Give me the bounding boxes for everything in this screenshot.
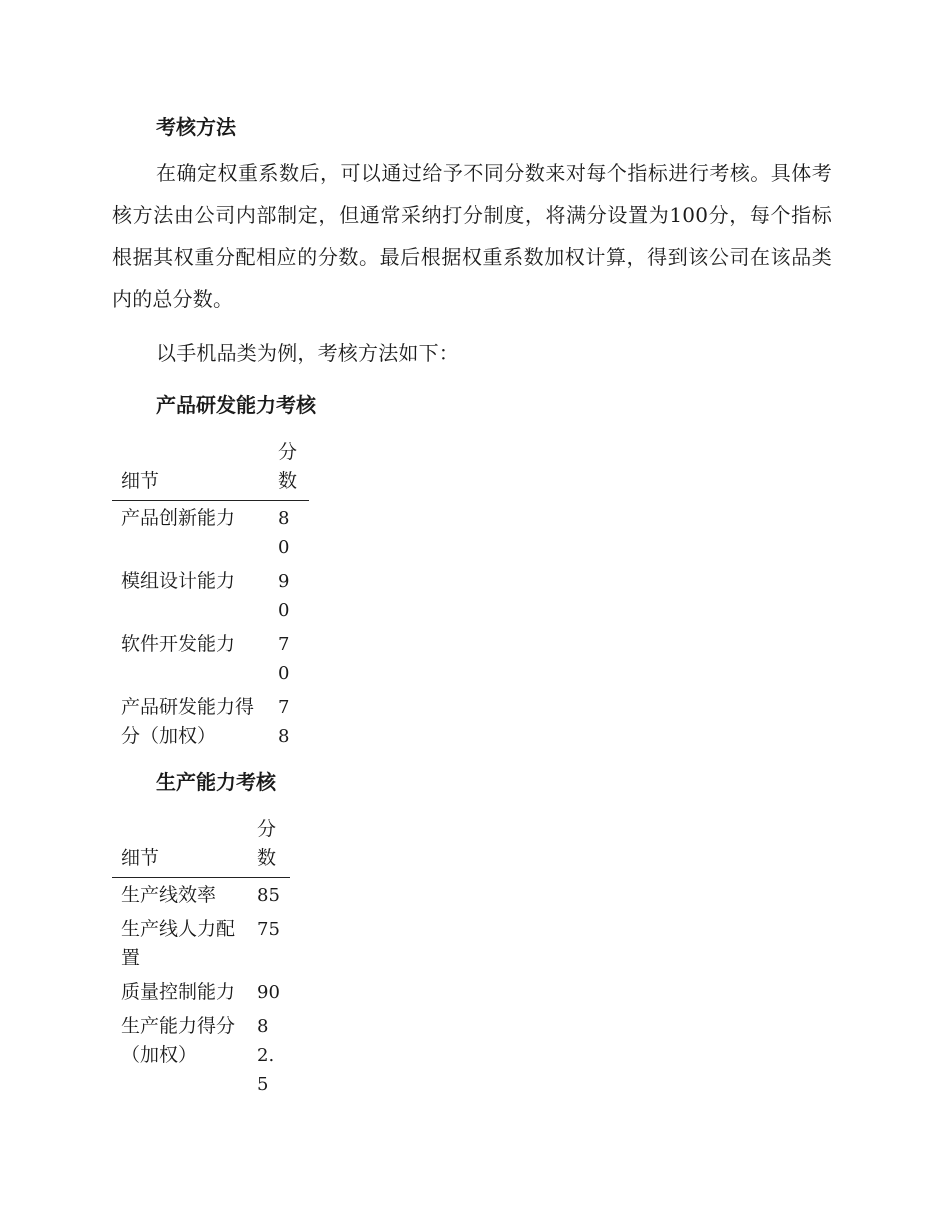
- header-score: 分数: [269, 438, 309, 501]
- example-paragraph: 以手机品类为例，考核方法如下：: [156, 341, 459, 365]
- table-header-row: [112, 815, 290, 878]
- row-score: 80: [278, 508, 290, 558]
- row-score: 85: [257, 885, 280, 906]
- row-detail: 生产能力得分（加权）: [121, 1015, 236, 1066]
- table-row: [112, 564, 309, 627]
- intro-paragraph: 在确定权重系数后，可以通过给予不同分数来对每个指标进行考核。具体考核方法由公司内部制定，但通常采纳打分制度，将满分设置为100分，每个指标根据其权重分配相应的分数。最后根据权重系数加权计算，得到该公司在该品类内的总分数。: [112, 161, 832, 311]
- table-header-row: [112, 438, 309, 501]
- row-detail: 质量控制能力: [121, 981, 236, 1003]
- production-score-table: [112, 815, 290, 1101]
- row-detail: 模组设计能力: [121, 570, 236, 592]
- section-title: 考核方法: [156, 115, 236, 139]
- header-score: 分数: [248, 815, 290, 878]
- table-row: [112, 1009, 290, 1101]
- document-page: [112, 108, 832, 1111]
- table-row: [112, 627, 309, 690]
- row-score: 90: [278, 571, 290, 621]
- header-detail: 细节: [112, 815, 248, 878]
- row-score: 70: [278, 634, 290, 684]
- row-detail: 生产线效率: [121, 884, 217, 906]
- rd-score-table: [112, 438, 309, 753]
- table-row: [112, 501, 309, 565]
- header-detail: 细节: [112, 438, 269, 501]
- table-row: [112, 975, 290, 1009]
- row-detail: 生产线人力配置: [121, 918, 236, 969]
- row-score: 75: [257, 919, 280, 940]
- row-score: 78: [278, 697, 290, 747]
- table-row: [112, 912, 290, 975]
- table-row: [112, 878, 290, 913]
- row-detail: 产品研发能力得分（加权）: [121, 696, 255, 747]
- row-score: 90: [257, 982, 280, 1003]
- row-detail: 软件开发能力: [121, 633, 236, 655]
- table-row: [112, 690, 309, 753]
- table1-title: 产品研发能力考核: [156, 393, 316, 417]
- row-detail: 产品创新能力: [121, 507, 236, 529]
- row-score: 82.5: [257, 1016, 275, 1095]
- table2-title: 生产能力考核: [156, 770, 276, 794]
